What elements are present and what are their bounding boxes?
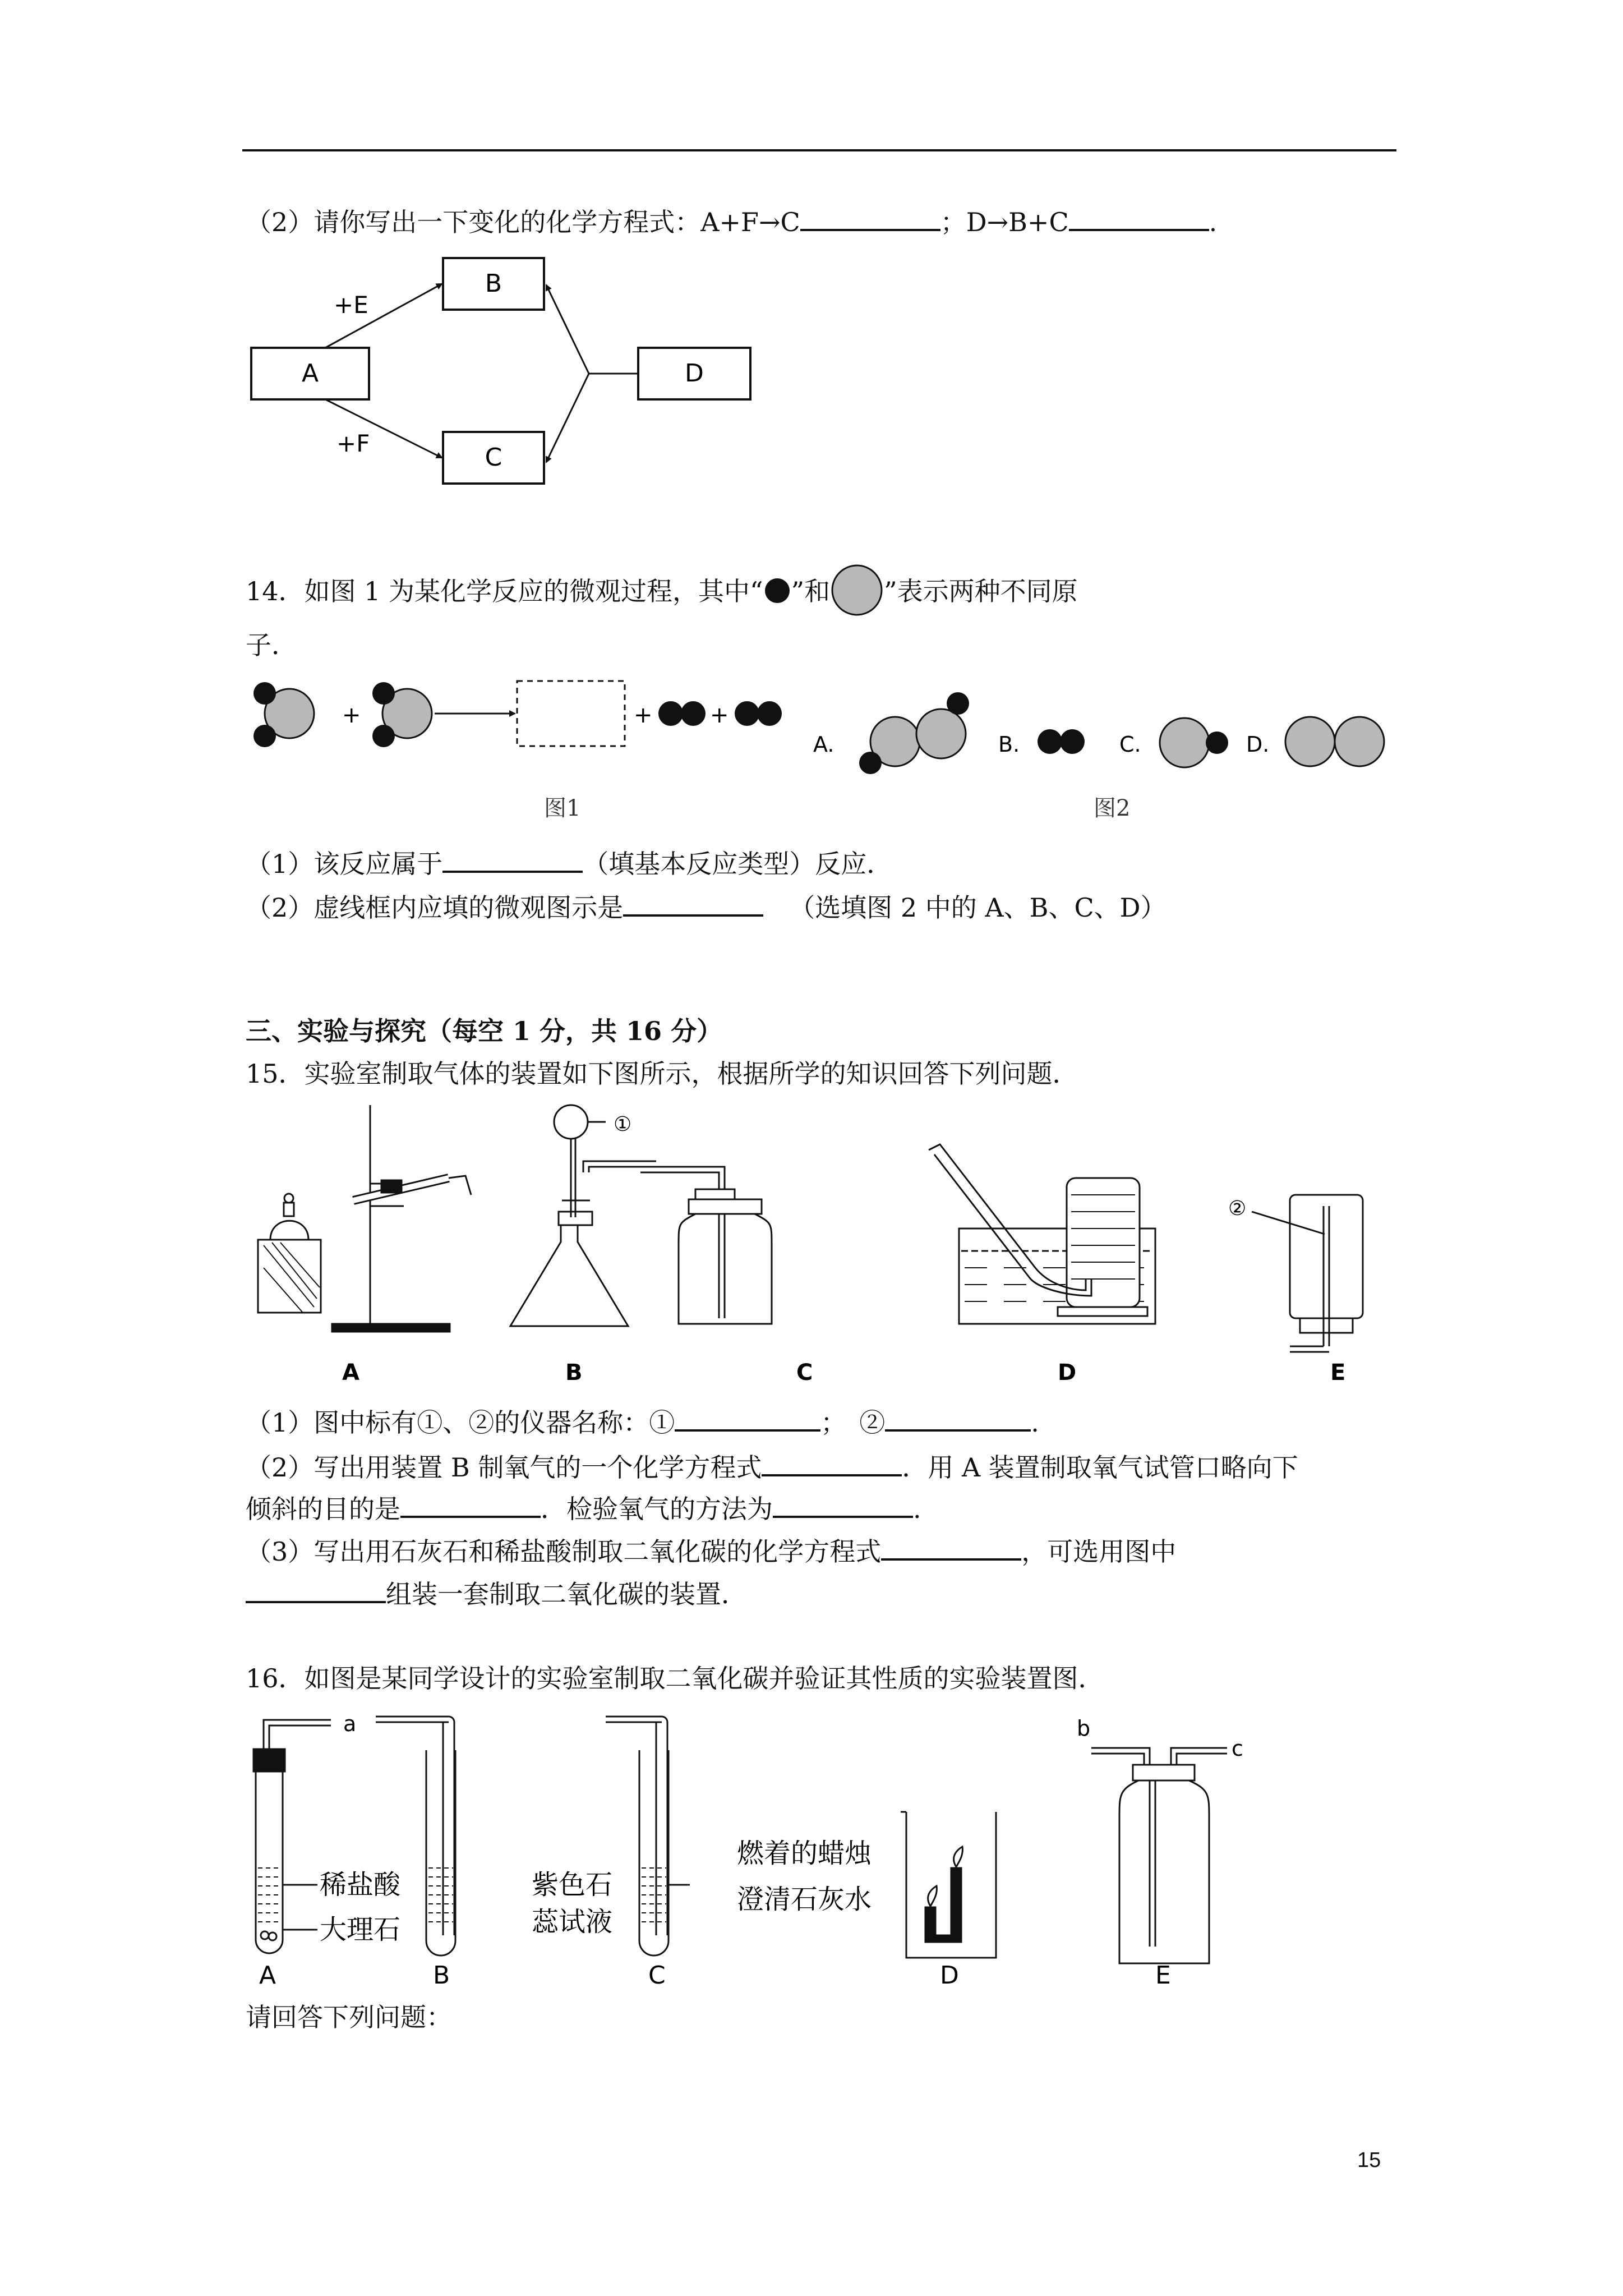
q15-sub1: （1）图中标有①、②的仪器名称：① ； ② . xyxy=(246,1404,1039,1439)
fig1-dashed-box xyxy=(517,681,625,746)
fig2-option-b xyxy=(1038,729,1085,754)
label-a: A xyxy=(301,359,319,388)
fig2-option-b-label: B. xyxy=(998,732,1020,757)
arrow-d-c xyxy=(546,374,589,462)
q14-figures xyxy=(241,673,1408,836)
page-number: 15 xyxy=(1357,2148,1381,2172)
answer-blank[interactable] xyxy=(442,845,583,873)
answer-blank[interactable] xyxy=(773,1490,913,1518)
apparatus-b xyxy=(510,1105,656,1326)
q13-flow-diagram xyxy=(224,247,774,505)
label-a: A xyxy=(259,1961,276,1990)
label-c: C xyxy=(485,443,502,472)
label-dilute-hcl: 稀盐酸 xyxy=(320,1869,401,1901)
q14-sub1: （1）该反应属于 （填基本反应类型）反应． xyxy=(246,845,892,881)
answer-blank[interactable] xyxy=(623,889,763,917)
mark-1: ① xyxy=(614,1113,632,1136)
label-b: B xyxy=(565,1360,583,1386)
label-e: E xyxy=(1155,1961,1171,1990)
section-heading: 三、实验与探究（每空 1 分，共 16 分） xyxy=(246,1016,723,1046)
label-d: D xyxy=(685,359,704,388)
apparatus-d xyxy=(929,1144,1155,1324)
label-b: B xyxy=(433,1961,450,1990)
label-a: A xyxy=(342,1360,359,1386)
q16-stem: 16．如图是某同学设计的实验室制取二氧化碳并验证其性质的实验装置图． xyxy=(246,1663,1104,1694)
fig1-plus-2: + xyxy=(634,702,653,728)
apparatus-e xyxy=(1091,1748,1227,1963)
q16-apparatus xyxy=(236,1700,1279,1991)
label-b-lower: b xyxy=(1077,1716,1091,1741)
label-c-lower: c xyxy=(1232,1736,1243,1761)
fig1-diatomic-2 xyxy=(735,701,782,726)
apparatus-c xyxy=(640,1167,772,1324)
answer-blank[interactable] xyxy=(885,1404,1031,1432)
fig2-option-a-label: A. xyxy=(813,732,834,757)
answer-blank[interactable] xyxy=(1069,203,1209,231)
fig1-plus-3: + xyxy=(710,702,729,728)
answer-blank[interactable] xyxy=(800,203,940,231)
q14-sub2: （2）虚线框内应填的微观图示是 （选填图 2 中的 A、B、C、D） xyxy=(246,889,1166,924)
fig1-caption: 图1 xyxy=(544,795,581,821)
mark-2: ② xyxy=(1228,1197,1247,1220)
label-marble: 大理石 xyxy=(320,1914,401,1945)
answer-blank[interactable] xyxy=(400,1490,541,1518)
label-litmus-1: 紫色石 xyxy=(532,1869,613,1901)
fig2-option-c xyxy=(1160,718,1228,767)
label-d: D xyxy=(1058,1360,1077,1386)
apparatus-e xyxy=(1252,1195,1363,1352)
fig2-option-d xyxy=(1285,717,1384,766)
label-litmus-2: 蕊试液 xyxy=(532,1906,613,1938)
fig1-molecule-1 xyxy=(253,682,314,747)
q15-apparatus xyxy=(241,1099,1413,1397)
apparatus-d xyxy=(901,1812,996,1958)
label-plus-e: +E xyxy=(334,291,368,319)
gray-atom-icon xyxy=(830,563,884,617)
label-c: C xyxy=(648,1961,666,1990)
apparatus-c xyxy=(606,1717,690,1955)
q15-sub2-line2: 倾斜的目的是 ．检验氧气的方法为 . xyxy=(246,1490,921,1526)
label-candle: 燃着的蜡烛 xyxy=(737,1838,872,1869)
fig1-diatomic-1 xyxy=(658,701,706,726)
q15-stem: 15．实验室制取气体的装置如下图所示，根据所学的知识回答下列问题． xyxy=(246,1059,1078,1089)
label-plus-f: +F xyxy=(336,430,370,457)
q13-line: （2）请你写出一下变化的化学方程式：A+F→C ；D→B+C . xyxy=(246,203,1217,239)
q15-sub2-line1: （2）写出用装置 B 制氧气的一个化学方程式 ．用 A 装置制取氧气试管口略向下 xyxy=(246,1448,1298,1484)
fig2-option-d-label: D. xyxy=(1246,732,1270,757)
fig2-option-c-label: C. xyxy=(1119,732,1141,757)
fig2-option-a xyxy=(859,692,969,774)
fig2-caption: 图2 xyxy=(1094,795,1131,821)
q15-sub3-line2: 组装一套制取二氧化碳的装置． xyxy=(246,1575,747,1611)
label-limewater: 澄清石灰水 xyxy=(737,1884,872,1915)
q14-stem-line2: 子． xyxy=(246,630,297,660)
label-d: D xyxy=(940,1961,959,1990)
header-rule xyxy=(242,149,1396,151)
label-a-lower: a xyxy=(343,1711,357,1736)
arrow-d-b xyxy=(546,285,589,374)
answer-blank[interactable] xyxy=(675,1404,820,1432)
q14-stem: 14．如图 1 为某化学反应的微观过程，其中“ ”和 ”表示两种不同原 xyxy=(246,563,1078,617)
apparatus-a xyxy=(258,1105,471,1332)
answer-blank[interactable] xyxy=(762,1448,902,1476)
black-atom-icon xyxy=(763,577,791,605)
fig1-molecule-2 xyxy=(372,682,432,747)
fig1-plus-1: + xyxy=(342,702,361,728)
answer-blank[interactable] xyxy=(246,1575,386,1603)
q15-sub3-line1: （3）写出用石灰石和稀盐酸制取二氧化碳的化学方程式 ，可选用图中 xyxy=(246,1533,1176,1568)
label-c: C xyxy=(796,1360,813,1386)
label-e: E xyxy=(1330,1360,1346,1386)
label-b: B xyxy=(485,269,502,298)
answer-blank[interactable] xyxy=(881,1533,1021,1561)
q16-prompt: 请回答下列问题： xyxy=(246,2002,452,2032)
